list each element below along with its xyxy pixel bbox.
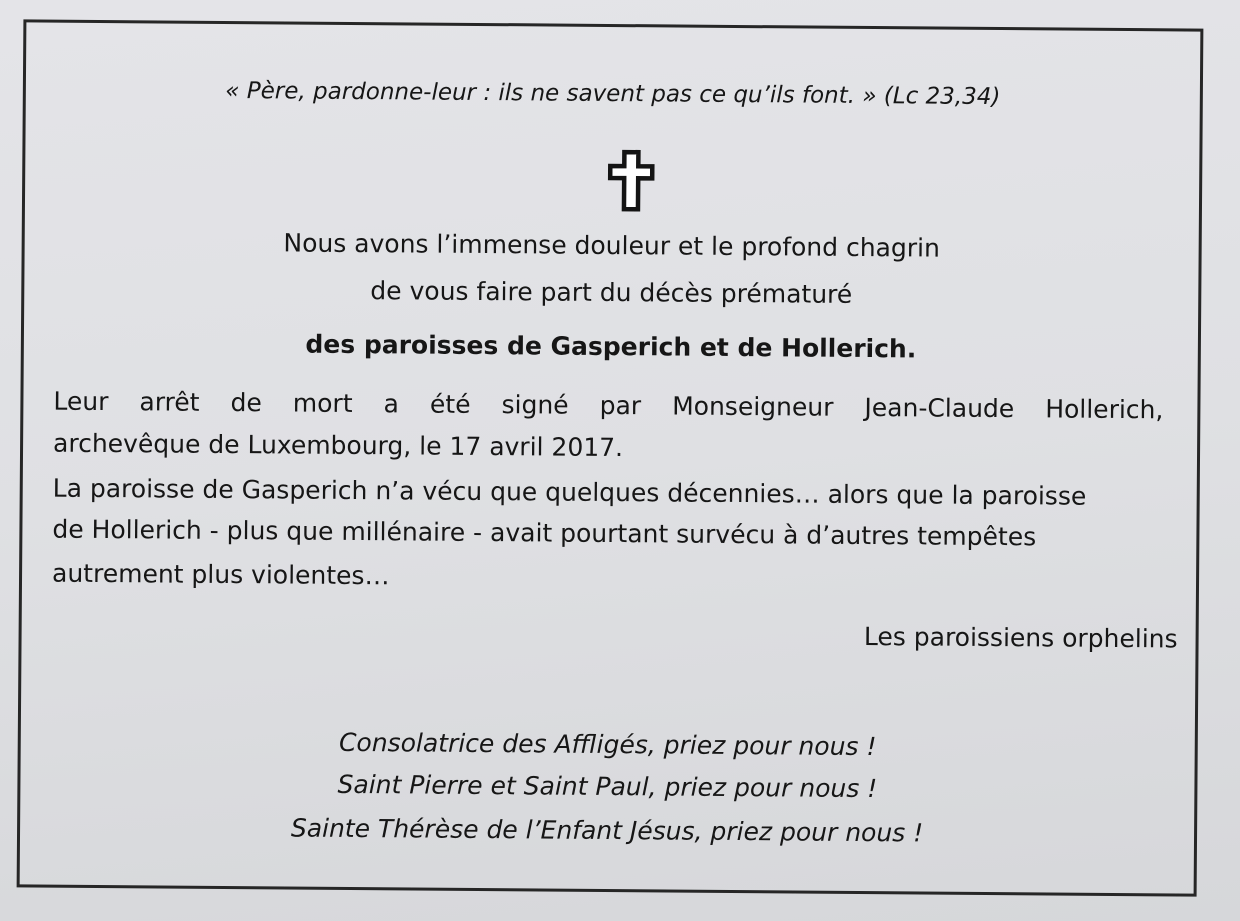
announcement-line-2: de vous faire part du décès prématuré (370, 276, 853, 309)
notice-frame (17, 19, 1204, 896)
epigraph-quote: « Père, pardonne-leur : ils ne savent pas ce qu’ils font. » (Lc 23,34) (225, 77, 1001, 111)
deceased-parishes-heading: des paroisses de Gasperich et de Hollerich. (305, 329, 917, 364)
body-line-2: archevêque de Luxembourg, le 17 avril 2017. (52, 428, 624, 463)
prayer-line-1: Consolatrice des Affligés, priez pour nous ! (338, 727, 877, 762)
prayer-line-3: Sainte Thérèse de l’Enfant Jésus, priez pour nous ! (290, 813, 924, 848)
prayer-line-2: Saint Pierre et Saint Paul, priez pour nous ! (337, 769, 878, 804)
announcement-line-1: Nous avons l’immense douleur et le profond chagrin (283, 228, 941, 263)
body-line-4: de Hollerich - plus que millénaire - avait pourtant survécu à d’autres tempêtes (52, 514, 1037, 552)
body-line-5: autrement plus violentes… (51, 558, 390, 591)
signature: Les paroissiens orphelins (863, 622, 1178, 654)
body-line-1: Leur arrêt de mort a été signé par Monseigneur Jean-Claude Hollerich, (53, 386, 1164, 425)
cross-icon (606, 149, 657, 213)
body-line-3: La paroisse de Gasperich n’a vécu que quelques décennies… alors que la paroisse (52, 473, 1087, 511)
